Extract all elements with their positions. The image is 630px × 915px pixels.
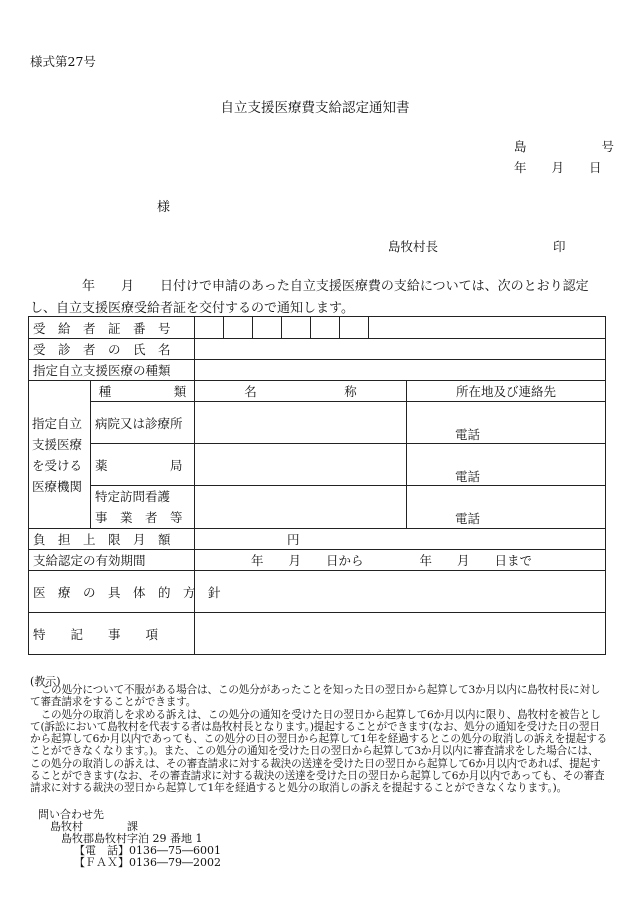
contact-heading: 問い合わせ先 xyxy=(38,808,104,821)
document-number-line: 島 号 xyxy=(514,139,615,154)
patient-name-label: 受 診 者 の 氏 名 xyxy=(29,339,195,360)
remarks-field[interactable] xyxy=(195,613,606,655)
validity-period-field[interactable] xyxy=(195,550,606,571)
institution-name-field[interactable] xyxy=(195,444,407,486)
designated-type-field[interactable] xyxy=(195,360,606,381)
table-row xyxy=(29,571,606,613)
table-row xyxy=(29,529,606,550)
contact-phone: 【電 話】0136―75―6001 xyxy=(74,844,221,857)
treatment-policy-field[interactable] xyxy=(195,571,606,613)
contact-address: 島牧郡島牧村字泊 29 番地 1 xyxy=(61,832,203,845)
table-row xyxy=(29,550,606,571)
institution-type-pharmacy: 薬 局 xyxy=(91,444,195,486)
notice-heading: (教示) xyxy=(30,675,61,688)
column-header-name: 名 称 xyxy=(195,381,407,402)
intro-paragraph: 年 月 日付けで申請のあった自立支援医療費の支給については、次のとおり認定し、自立支援医療受給者証を交付するので通知します。 xyxy=(30,279,589,316)
table-row xyxy=(29,613,606,655)
table-row xyxy=(29,486,606,529)
contact-fax: 【ＦＡＸ】0136―79―2002 xyxy=(74,856,221,869)
issuer-name: 島牧村長 xyxy=(388,239,439,254)
column-header-address: 所在地及び連絡先 xyxy=(407,381,606,402)
period-from: 年 月 日から xyxy=(251,553,364,568)
contact-department: 島牧村 課 xyxy=(50,820,138,833)
document-date-line: 年 月 日 xyxy=(514,160,602,175)
table-row xyxy=(29,360,606,381)
seal-mark: 印 xyxy=(553,239,566,254)
addressee-honorific: 様 xyxy=(157,200,171,215)
burden-limit-label: 負 担 上 限 月 額 xyxy=(29,529,195,550)
table-row xyxy=(29,381,606,402)
column-header-type: 種 類 xyxy=(91,381,195,402)
burden-limit-field[interactable] xyxy=(195,529,606,550)
yen-unit: 円 xyxy=(287,532,300,547)
phone-label: 電話 xyxy=(455,468,481,484)
institution-address-field[interactable] xyxy=(407,402,606,444)
certification-table xyxy=(28,316,606,655)
treatment-policy-label: 医 療 の 具 体 的 方 針 xyxy=(29,571,195,613)
notice-paragraph: この処分の取消しを求める訴えは、この処分の通知を受けた日の翌日から起算して6か月以内に限り、島牧村を被告として(訴訟において島牧村を代表する者は島牧村長となります。)提起することができます(なお、処分の通知を受けた日の翌日から起算して6か月以内であっても、この処分の日の翌日から起算して1年を経過するとこの処分の取消しの訴えを提起することができなくなります。)。また、この処分の通知を受けた日の翌日から起算して3か月以内に審査請求をした場合には、この処分の取消しの訴えは、その審査請求に対する裁決の送達を受けた日の翌日から起算して6か月以内であれば、提起することができます(なお、その審査請求に対する裁決の送達を受けた日の翌日から起算して6か月以内であっても、その審査請求に対する裁決の翌日から起算して1年を経過すると処分の取消しの訴えを提起することができなくなります。)。 xyxy=(30,708,608,795)
institution-type-hospital: 病院又は診療所 xyxy=(91,402,195,444)
remarks-label: 特 記 事 項 xyxy=(29,613,195,655)
notice-body xyxy=(30,684,608,795)
period-to: 年 月 日まで xyxy=(419,553,533,568)
validity-period-label: 支給認定の有効期間 xyxy=(29,550,195,571)
certificate-number-boxes[interactable] xyxy=(195,317,606,339)
institution-address-field[interactable] xyxy=(407,444,606,486)
certificate-number-label: 受 給 者 証 番 号 xyxy=(29,317,195,339)
institution-type-visiting-nursing: 特定訪問看護 事 業 者 等 xyxy=(91,486,195,529)
phone-label: 電話 xyxy=(455,511,481,526)
institution-address-field[interactable] xyxy=(407,486,606,529)
table-row xyxy=(29,317,606,339)
table-row xyxy=(29,444,606,486)
patient-name-field[interactable] xyxy=(195,339,606,360)
notice-paragraph: この処分について不服がある場合は、この処分があったことを知った日の翌日から起算して3か月以内に島牧村長に対して審査請求をすることができます。 xyxy=(30,684,601,709)
table-row xyxy=(29,402,606,444)
table-row xyxy=(29,339,606,360)
phone-label: 電話 xyxy=(455,426,481,442)
institution-group-label: 指定自立 支援医療 を受ける 医療機関 xyxy=(29,381,91,529)
institution-name-field[interactable] xyxy=(195,486,407,529)
designated-type-label: 指定自立支援医療の種類 xyxy=(29,360,195,381)
institution-name-field[interactable] xyxy=(195,402,407,444)
form-number: 様式第27号 xyxy=(30,54,96,69)
document-title: 自立支援医療費支給認定通知書 xyxy=(220,100,410,116)
